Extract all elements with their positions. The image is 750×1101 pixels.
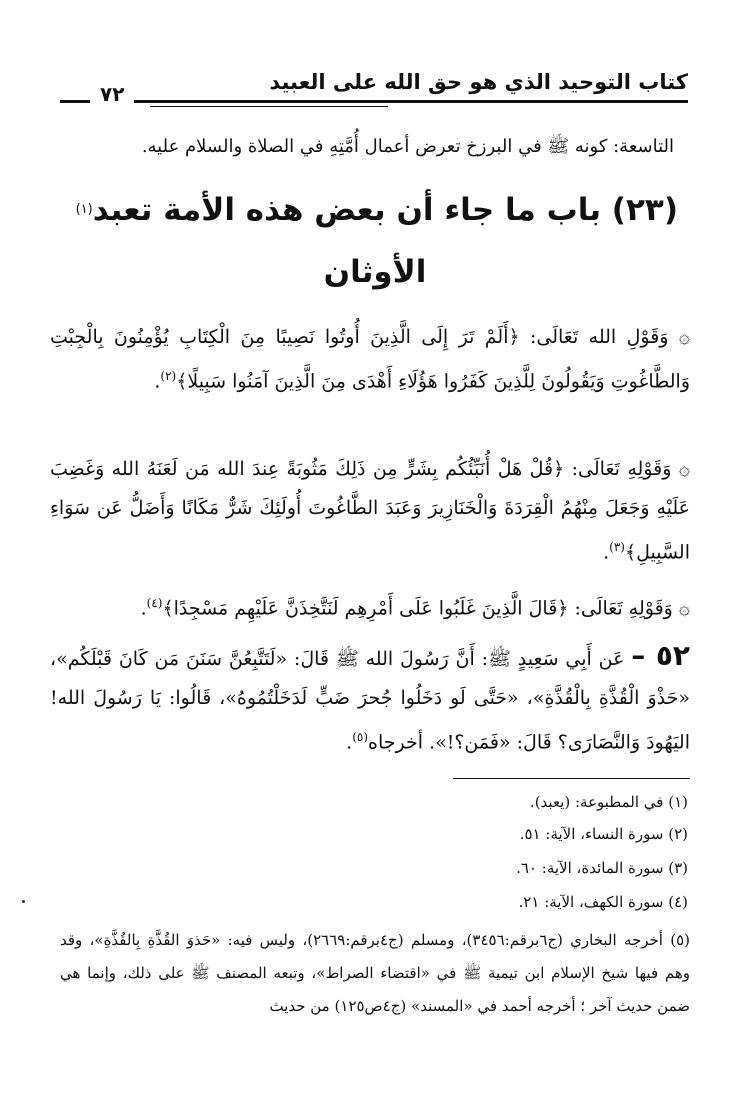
footnote-1: (١) في المطبوعة: (يعبد). bbox=[529, 793, 688, 811]
verse-paragraph-3: ۞ وَقَوْلِهِ تَعَالَى: ﴿قَالَ الَّذِينَ غَلَبُوا عَلَى أَمْرِهِم لَنَتَّخِذَنَّ عَلَيْهِم مَسْجِدًا﴾$^{(٤)}$. bbox=[140, 596, 690, 620]
verse-text: ۞ وَقَوْلِ الله تَعَالَى: ﴿أَلَمْ تَرَ إِلَى الَّذِينَ أُوتُوا نَصِيبًا مِنَ الْكِتَابِ يُؤْمِنُونَ بِالْجِبْتِ وَالطَّاغُوتِ وَيَقُولُونَ لِلَّذِينَ كَفَرُوا هَؤُلَاءِ أَهْدَى مِنَ الَّذِينَ آمَنُوا سَبِيلًا﴾ bbox=[50, 326, 690, 393]
footnote-5: (٥) أخرجه البخاري (ج٦برقم:٣٤٥٦)، ومسلم (ج٤برقم:٢٦٦٩)، وليس فيه: «حَذوَ القُذَّةِ بِالقُذَّةِ»، وقد وهم فيها شيخ الإسلام ابن تيمية ﷺ في «اقتضاء الصراط»، وتبعه المصنف ﷺ على ذلك، وإنما هي ضمن حديث آخر ؛ أخرجه أحمد في «المسند» (ج٤ص١٢٥) من حديث bbox=[60, 931, 690, 1015]
footnote-3: (٣) سورة المائدة، الآية: ٦٠. bbox=[516, 859, 688, 877]
footnote-ref: (٤) bbox=[146, 596, 163, 610]
hadith-number: ٥٢ – bbox=[631, 639, 690, 672]
verse-paragraph-2: ۞ وَقَوْلِهِ تَعَالَى: ﴿قُلْ هَلْ أُنَبِّئُكُم بِشَرٍّ مِن ذَلِكَ مَثُوبَةً عِندَ الله مَن لَعَنَهُ الله وَغَضِبَ عَلَيْهِ وَجَعَلَ مِنْهُمُ الْقِرَدَةَ وَالْخَنَازِيرَ وَعَبَدَ الطَّاغُوتَ أُولَئِكَ شَرٌّ مَكَانًا وَأَضَلُّ عَن سَوَاءِ السَّبِيلِ﴾$^{(٣)}$. bbox=[50, 458, 690, 564]
footnote-2: (٢) سورة النساء، الآية: ٥١. bbox=[519, 825, 688, 843]
chapter-heading-text: (٢٣) باب ما جاء أن بعض هذه الأمة تعبد bbox=[92, 192, 678, 228]
book-title: كتاب التوحيد الذي هو حق الله على العبيد bbox=[269, 70, 688, 94]
header-rule bbox=[60, 100, 688, 103]
page-number: ٧٢ bbox=[90, 82, 134, 106]
intro-line: التاسعة: كونه ﷺ في البرزخ تعرض أعمال أُمَّتِهِ في الصلاة والسلام عليه. bbox=[141, 136, 674, 157]
verse-text: ۞ وَقَوْلِهِ تَعَالَى: ﴿قَالَ الَّذِينَ غَلَبُوا عَلَى أَمْرِهِم لَنَتَّخِذَنَّ عَلَيْهِم مَسْجِدًا﴾ bbox=[162, 597, 690, 620]
footnote-ref: (٢) bbox=[160, 369, 177, 383]
margin-dot bbox=[22, 900, 25, 903]
header-rule-thin bbox=[150, 106, 388, 107]
footnote-ref: (٣) bbox=[609, 540, 625, 554]
hadith-text: عَن أَبِي سَعِيدٍ ﷺ: أَنَّ رَسُولَ الله ﷺ قَالَ: «لَتَتَّبِعُنَّ سَنَنَ مَن كَانَ قَبْلَكُم»، «حَذْوَ الْقُذَّةِ بِالْقُذَّةِ»، «حَتَّى لَو دَخَلُوا جُحرَ ضَبٍّ لَدَخَلْتُمُوهُ»، قَالُوا: يَا رَسُولَ الله! اليَهُودَ وَالنَّصَارَى؟ قَالَ: «فَمَن؟!». أخرجاه bbox=[50, 648, 690, 754]
running-header bbox=[60, 68, 688, 108]
chapter-heading-line2: الأوثان bbox=[323, 254, 427, 290]
verse-paragraph-1: ۞ وَقَوْلِ الله تَعَالَى: ﴿أَلَمْ تَرَ إِلَى الَّذِينَ أُوتُوا نَصِيبًا مِنَ الْكِتَابِ يُؤْمِنُونَ بِالْجِبْتِ وَالطَّاغُوتِ وَيَقُولُونَ لِلَّذِينَ كَفَرُوا هَؤُلَاءِ أَهْدَى مِنَ الَّذِينَ آمَنُوا سَبِيلًا﴾$^{(٢)}$. bbox=[50, 326, 690, 393]
chapter-heading-line1 bbox=[76, 188, 678, 232]
footnote-ref: (٥) bbox=[352, 730, 369, 744]
footnote-separator bbox=[453, 778, 690, 779]
chapter-footnote-ref: (١) bbox=[75, 202, 93, 217]
hadith-paragraph: ٥٢ – عَن أَبِي سَعِيدٍ ﷺ: أَنَّ رَسُولَ الله ﷺ قَالَ: «لَتَتَّبِعُنَّ سَنَنَ مَن كَانَ قَبْلَكُم»، «حَذْوَ الْقُذَّةِ بِالْقُذَّةِ»، «حَتَّى لَو دَخَلُوا جُحرَ ضَبٍّ لَدَخَلْتُمُوهُ»، قَالُوا: يَا رَسُولَ الله! اليَهُودَ وَالنَّصَارَى؟ قَالَ: «فَمَن؟!». أخرجاه$^{(٥)}$. bbox=[50, 639, 690, 754]
footnote-4: (٤) سورة الكهف، الآية: ٢١. bbox=[518, 893, 688, 911]
verse-text: ۞ وَقَوْلِهِ تَعَالَى: ﴿قُلْ هَلْ أُنَبِّئُكُم بِشَرٍّ مِن ذَلِكَ مَثُوبَةً عِندَ الله مَن لَعَنَهُ الله وَغَضِبَ عَلَيْهِ وَجَعَلَ مِنْهُمُ الْقِرَدَةَ وَالْخَنَازِيرَ وَعَبَدَ الطَّاغُوتَ أُولَئِكَ شَرٌّ مَكَانًا وَأَضَلُّ عَن سَوَاءِ السَّبِيلِ﴾ bbox=[50, 458, 690, 564]
